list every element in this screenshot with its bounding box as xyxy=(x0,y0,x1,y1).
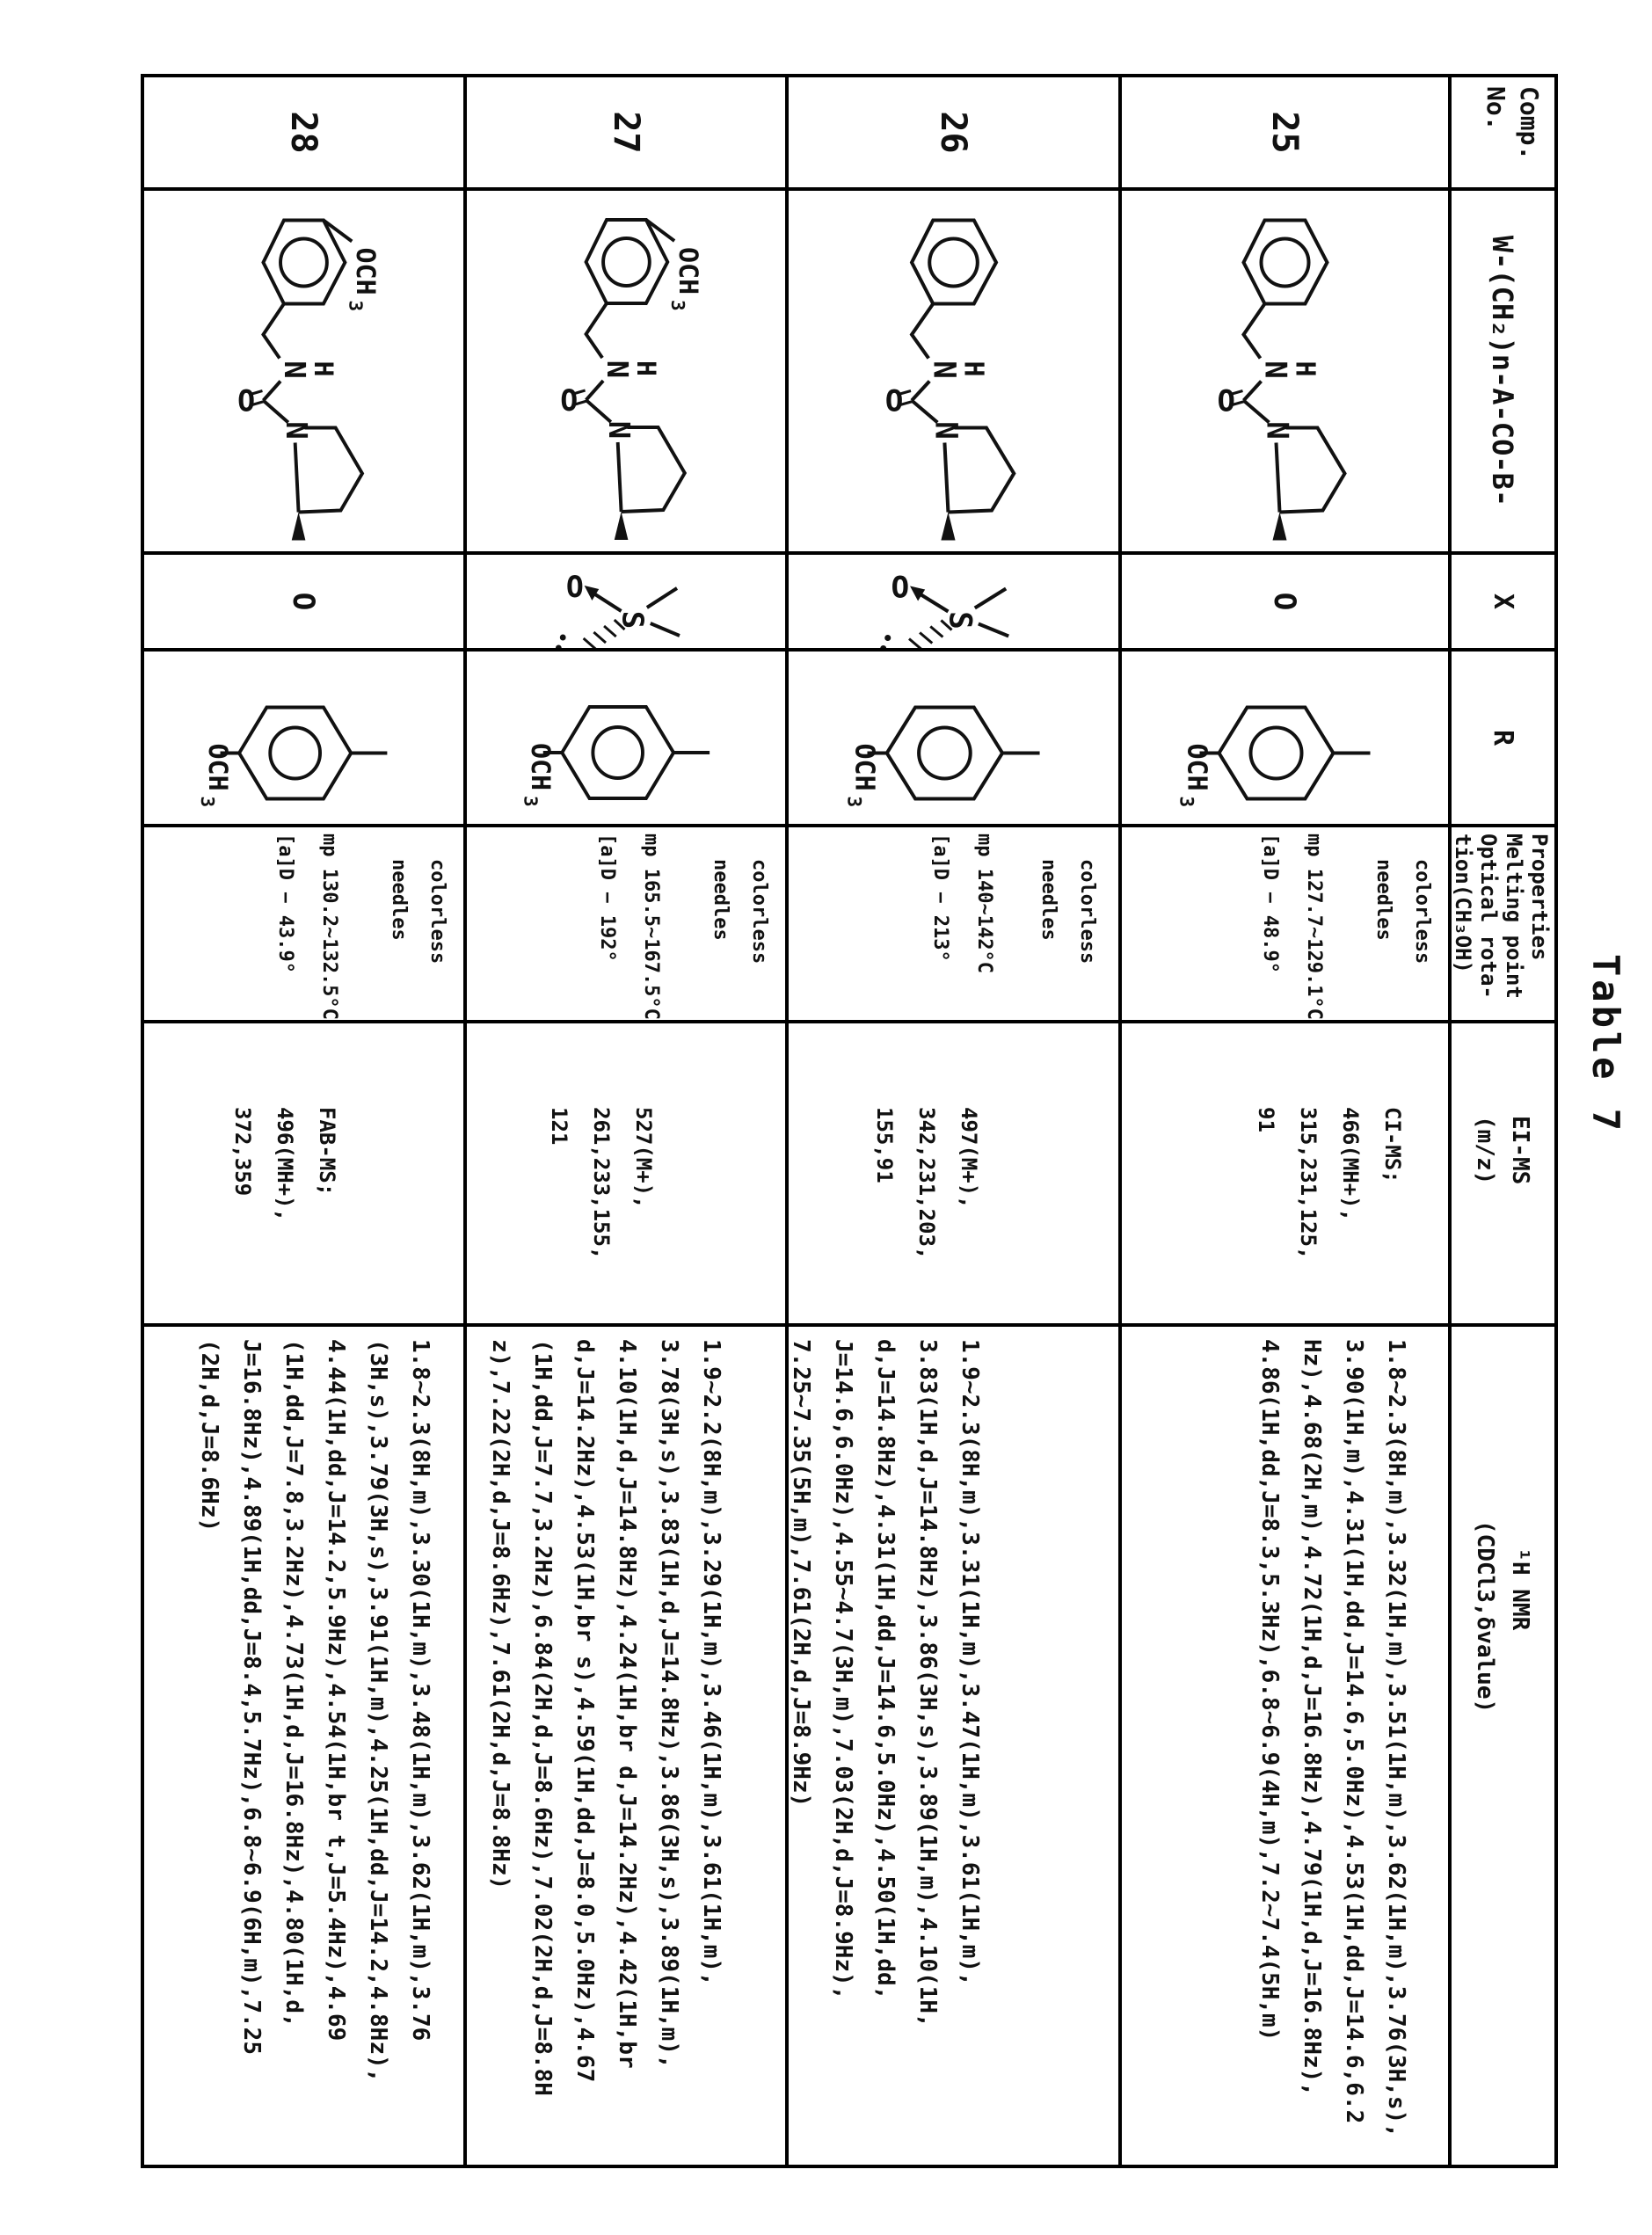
properties-cell-25 xyxy=(1122,824,1452,1020)
header-nmr: ¹H NMR (CDCl3,δvalue) xyxy=(1452,1323,1558,2165)
ms-data: CI-MS; 466(MH+), 315,231,125, 91 xyxy=(1254,1107,1405,1260)
comp-no-28: 28 xyxy=(144,74,467,187)
header-x: X xyxy=(1452,551,1558,648)
structure-cell-26 xyxy=(789,187,1122,551)
properties-cell-27 xyxy=(467,824,789,1020)
benzyl-structure-icon xyxy=(785,191,1118,555)
nmr-cell-26 xyxy=(789,1323,1122,2165)
melting-point: mp 165.5~167.5°C xyxy=(640,834,662,1020)
eims-cell-28 xyxy=(144,1020,467,1323)
eims-cell-25 xyxy=(1122,1020,1452,1323)
optical-rotation: [a]D − 213° xyxy=(929,834,951,962)
header-comp-no: Comp. No. xyxy=(1452,74,1558,187)
header-eims: EI-MS (m/z) xyxy=(1452,1020,1558,1323)
sulfoxide-icon xyxy=(463,555,785,652)
sulfoxide-icon xyxy=(785,555,1118,652)
melting-point: mp 127.7~129.1°C xyxy=(1303,834,1325,1020)
methoxyphenyl-icon xyxy=(141,652,463,827)
nmr-data: 1.8~2.3(8H,m),3.30(1H,m),3.48(1H,m),3.62(1H,m),3.76 (3H,s),3.79(3H,s),3.91(1H,m),4.25(1H,dd,J=14.2,4.8Hz), 4.44(1H,dd,J=14.2,5.9Hz),4.54(1H,br t,J=5.4Hz),4.69 (1H,dd,J=7.8,3.2Hz),4.73(1H,d,J=16.8Hz),4.80(1H,d, J=16.8Hz),4.89(1H,dd,J=8.4,5.7Hz),6.8~6.9(6H,m),7.25 (2H,d,J=8.6Hz) xyxy=(196,1339,433,2083)
eims-cell-26 xyxy=(789,1020,1122,1323)
ms-data: FAB-MS; 496(MH+), 372,359 xyxy=(230,1107,339,1222)
ms-data: 497(M+), 342,231,203, 155,91 xyxy=(872,1107,981,1260)
nmr-data: 1.9~2.3(8H,m),3.31(1H,m),3.47(1H,m),3.61(1H,m), 3.83(1H,d,J=14.8Hz),3.86(3H,s),3.89(1H,m),4.10(1H, d,J=14.8Hz),4.31(1H,dd,J=14.6,5.0Hz),4.50(1H,dd, J=14.6,6.0Hz),4.55~4.7(3H,m),7.03(2H,d,J=8.9Hz), 7.25~7.35(5H,m),7.61(2H,d,J=8.9Hz) xyxy=(788,1339,983,2028)
x-cell-25: O xyxy=(1122,551,1452,648)
methoxybenzyl-structure-icon xyxy=(463,191,785,555)
r-cell-26 xyxy=(789,648,1122,824)
nmr-data: 1.9~2.2(8H,m),3.29(1H,m),3.46(1H,m),3.61(1H,m), 3.78(3H,s),3.83(1H,d,J=14.8Hz),3.86(3H,s),3.89(1H,m), 4.10(1H,d,J=14.8Hz),4.24(1H,br d,J=14.2Hz),4.42(1H,br d,J=14.2Hz),4.53(1H,br s),4.59(1H,dd,J=8.0,5.0Hz),4.67 (1H,dd,J=7.7,3.2Hz),6.84(2H,d,J=8.6Hz),7.02(2H,d,J=8.8H z),7.22(2H,d,J=8.6Hz),7.61(2H,d,J=8.8Hz) xyxy=(487,1339,724,2096)
header-structure: W-(CH₂)n-A-CO-B- xyxy=(1452,187,1558,551)
optical-rotation: [a]D − 43.9° xyxy=(274,834,296,973)
melting-point: mp 140~142°C xyxy=(973,834,995,973)
nmr-cell-25 xyxy=(1122,1323,1452,2165)
eims-cell-27 xyxy=(467,1020,789,1323)
r-cell-25 xyxy=(1122,648,1452,824)
crystal-habit: colorless needles xyxy=(1037,859,1098,965)
crystal-habit: colorless needles xyxy=(388,859,448,965)
methoxyphenyl-icon xyxy=(785,652,1118,827)
header-r: R xyxy=(1452,648,1558,824)
structure-cell-27 xyxy=(467,187,789,551)
comp-no-27: 27 xyxy=(467,74,789,187)
methoxybenzyl-structure-icon xyxy=(141,191,463,555)
comp-no-26: 26 xyxy=(789,74,1122,187)
methoxyphenyl-icon xyxy=(1118,652,1448,827)
r-cell-27 xyxy=(467,648,789,824)
ms-data: 527(M+), 261,233,155, 121 xyxy=(547,1107,656,1260)
optical-rotation: [a]D − 192° xyxy=(596,834,618,962)
nmr-cell-28 xyxy=(144,1323,467,2165)
r-cell-28 xyxy=(144,648,467,824)
crystal-habit: colorless needles xyxy=(710,859,770,965)
structure-cell-28 xyxy=(144,187,467,551)
structure-cell-25 xyxy=(1122,187,1452,551)
benzyl-structure-icon xyxy=(1118,191,1448,555)
properties-cell-26 xyxy=(789,824,1122,1020)
x-cell-27 xyxy=(467,551,789,648)
crystal-habit: colorless needles xyxy=(1372,859,1433,965)
nmr-cell-27 xyxy=(467,1323,789,2165)
comp-no-25: 25 xyxy=(1122,74,1452,187)
x-cell-26 xyxy=(789,551,1122,648)
header-properties: Properties Melting point Optical rota- tion(CH₃OH) xyxy=(1452,824,1558,1020)
nmr-data: 1.8~2.3(8H,m),3.32(1H,m),3.51(1H,m),3.62(1H,m),3.76(3H,s), 3.90(1H,m),4.31(1H,dd,J=14.6,5.0Hz),4.53(1H,dd,J=14.6,6.2 Hz),4.68(2H,m),4.72(1H,d,J=16.8Hz),4.79(1H,d,J=16.8Hz), 4.86(1H,dd,J=8.3,5.3Hz),6.8~6.9(4H,m),7.2~7.4(5H,m) xyxy=(1256,1339,1409,2137)
properties-cell-28 xyxy=(144,824,467,1020)
compound-table xyxy=(141,74,1558,2168)
melting-point: mp 130.2~132.5°C xyxy=(318,834,340,1020)
x-cell-28: O xyxy=(144,551,467,648)
page-title: Table 7 xyxy=(1584,954,1627,1135)
optical-rotation: [a]D − 48.9° xyxy=(1259,834,1281,973)
methoxyphenyl-icon xyxy=(463,652,785,827)
